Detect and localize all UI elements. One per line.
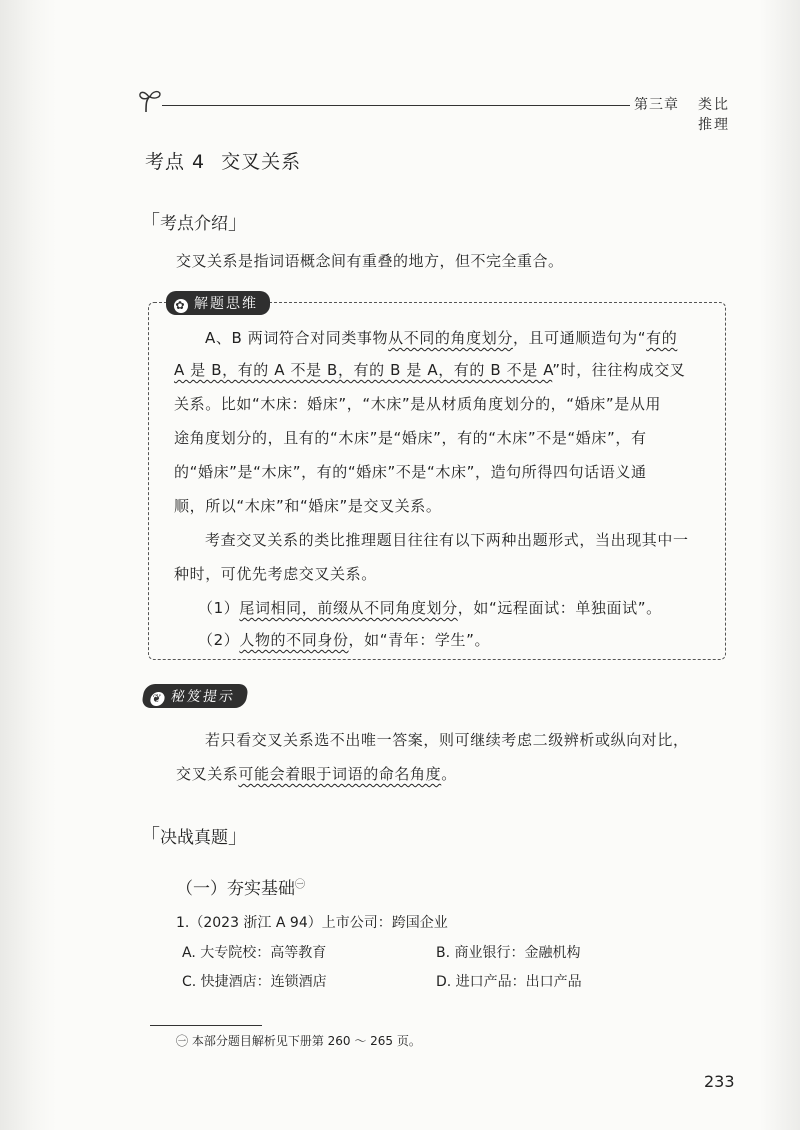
underlined-phrase: 有的 xyxy=(646,329,678,347)
text-span: A、B 两词符合对同类事物 xyxy=(205,329,389,347)
header-rule xyxy=(162,105,630,106)
chapter-label: 第三章 xyxy=(634,97,679,113)
option-b: B. 商业银行：金融机构 xyxy=(436,945,581,961)
running-header xyxy=(138,86,730,133)
page-number: 233 xyxy=(704,1072,735,1091)
solving-tag xyxy=(166,291,270,315)
tip-line1: 若只看交叉关系选不出唯一答案，则可继续考虑二级辨析或纵向对比， xyxy=(205,731,689,749)
solving-p1-line5: 的“婚床”是“木床”，有的“婚床”不是“木床”，造句所得四句话语义通 xyxy=(174,463,647,481)
subsection-title: （一）夯实基础 xyxy=(176,879,295,899)
intro-text: 交叉关系是指词语概念间有重叠的地方，但不完全重合。 xyxy=(176,252,564,270)
questions-heading: 「决战真题」 xyxy=(140,824,248,848)
chapter-title: 类比推理 xyxy=(698,97,730,133)
footnote-marker: ㊀ xyxy=(295,879,305,891)
solving-p1-line2 xyxy=(174,354,685,386)
solving-p1-line6: 顺，所以“木床”和“婚床”是交叉关系。 xyxy=(174,497,442,515)
sprout-icon xyxy=(138,88,166,114)
solving-p2-line1: 考查交叉关系的类比推理题目往往有以下两种出题形式，当出现其中一 xyxy=(205,531,689,549)
tip-tag xyxy=(141,684,249,708)
underlined-phrase: 人物的不同身份 xyxy=(239,631,349,649)
questions-heading-text: 决战真题 xyxy=(160,828,228,848)
text-span: 交叉关系 xyxy=(176,765,239,783)
sprout-icon: ❦ xyxy=(150,692,165,705)
tip-line2 xyxy=(176,758,457,790)
text-span: ，如“青年：学生”。 xyxy=(348,631,491,649)
option-c: C. 快捷酒店：连锁酒店 xyxy=(182,974,327,990)
page-edge-left xyxy=(0,0,56,1130)
option-d: D. 进口产品：出口产品 xyxy=(436,974,582,990)
intro-heading: 「考点介绍」 xyxy=(140,210,248,234)
section-number: 考点 4 xyxy=(145,151,206,173)
section-heading xyxy=(145,147,301,174)
tip-tag-label: 秘笈提示 xyxy=(169,689,237,705)
underlined-phrase: 尾词相同，前缀从不同角度划分 xyxy=(239,599,458,617)
solving-p2-line2: 种时，可优先考虑交叉关系。 xyxy=(174,565,377,583)
text-span: ，且可通顺造句为“ xyxy=(512,329,647,347)
intro-heading-text: 考点介绍 xyxy=(160,214,228,234)
form-number: （2） xyxy=(198,631,240,649)
section-title: 交叉关系 xyxy=(221,151,302,173)
footnote: ㊀ 本部分题目解析见下册第 260 ～ 265 页。 xyxy=(176,1034,421,1048)
option-a: A. 大专院校：高等教育 xyxy=(182,945,327,961)
question-stem: 1.（2023 浙江 A 94）上市公司：跨国企业 xyxy=(176,915,448,931)
text-span: ，如“远程面试：单独面试”。 xyxy=(457,599,662,617)
solving-p1-line1 xyxy=(205,322,677,354)
underlined-phrase: 可能会着眼于词语的命名角度 xyxy=(238,765,442,783)
form-item xyxy=(198,624,490,656)
form-number: （1） xyxy=(198,599,240,617)
flower-icon: ✿ xyxy=(175,299,187,312)
subsection-heading xyxy=(176,874,305,899)
page-edge-right xyxy=(760,0,800,1130)
solving-tag-label: 解题思维 xyxy=(194,296,258,312)
solving-p1-line3: 关系。比如“木床：婚床”，“木床”是从材质角度划分的，“婚床”是从用 xyxy=(174,395,662,413)
text-span: 。 xyxy=(441,765,457,783)
form-item xyxy=(198,592,662,624)
footnote-rule xyxy=(150,1025,262,1026)
solving-p1-line4: 途角度划分的，且有的“木床”是“婚床”，有的“木床”不是“婚床”，有 xyxy=(174,429,647,447)
text-span: ”时，往往构成交叉 xyxy=(552,361,686,379)
underlined-phrase: A 是 B，有的 A 不是 B，有的 B 是 A，有的 B 不是 A xyxy=(174,361,553,379)
underlined-phrase: 从不同的角度划分 xyxy=(388,329,513,347)
